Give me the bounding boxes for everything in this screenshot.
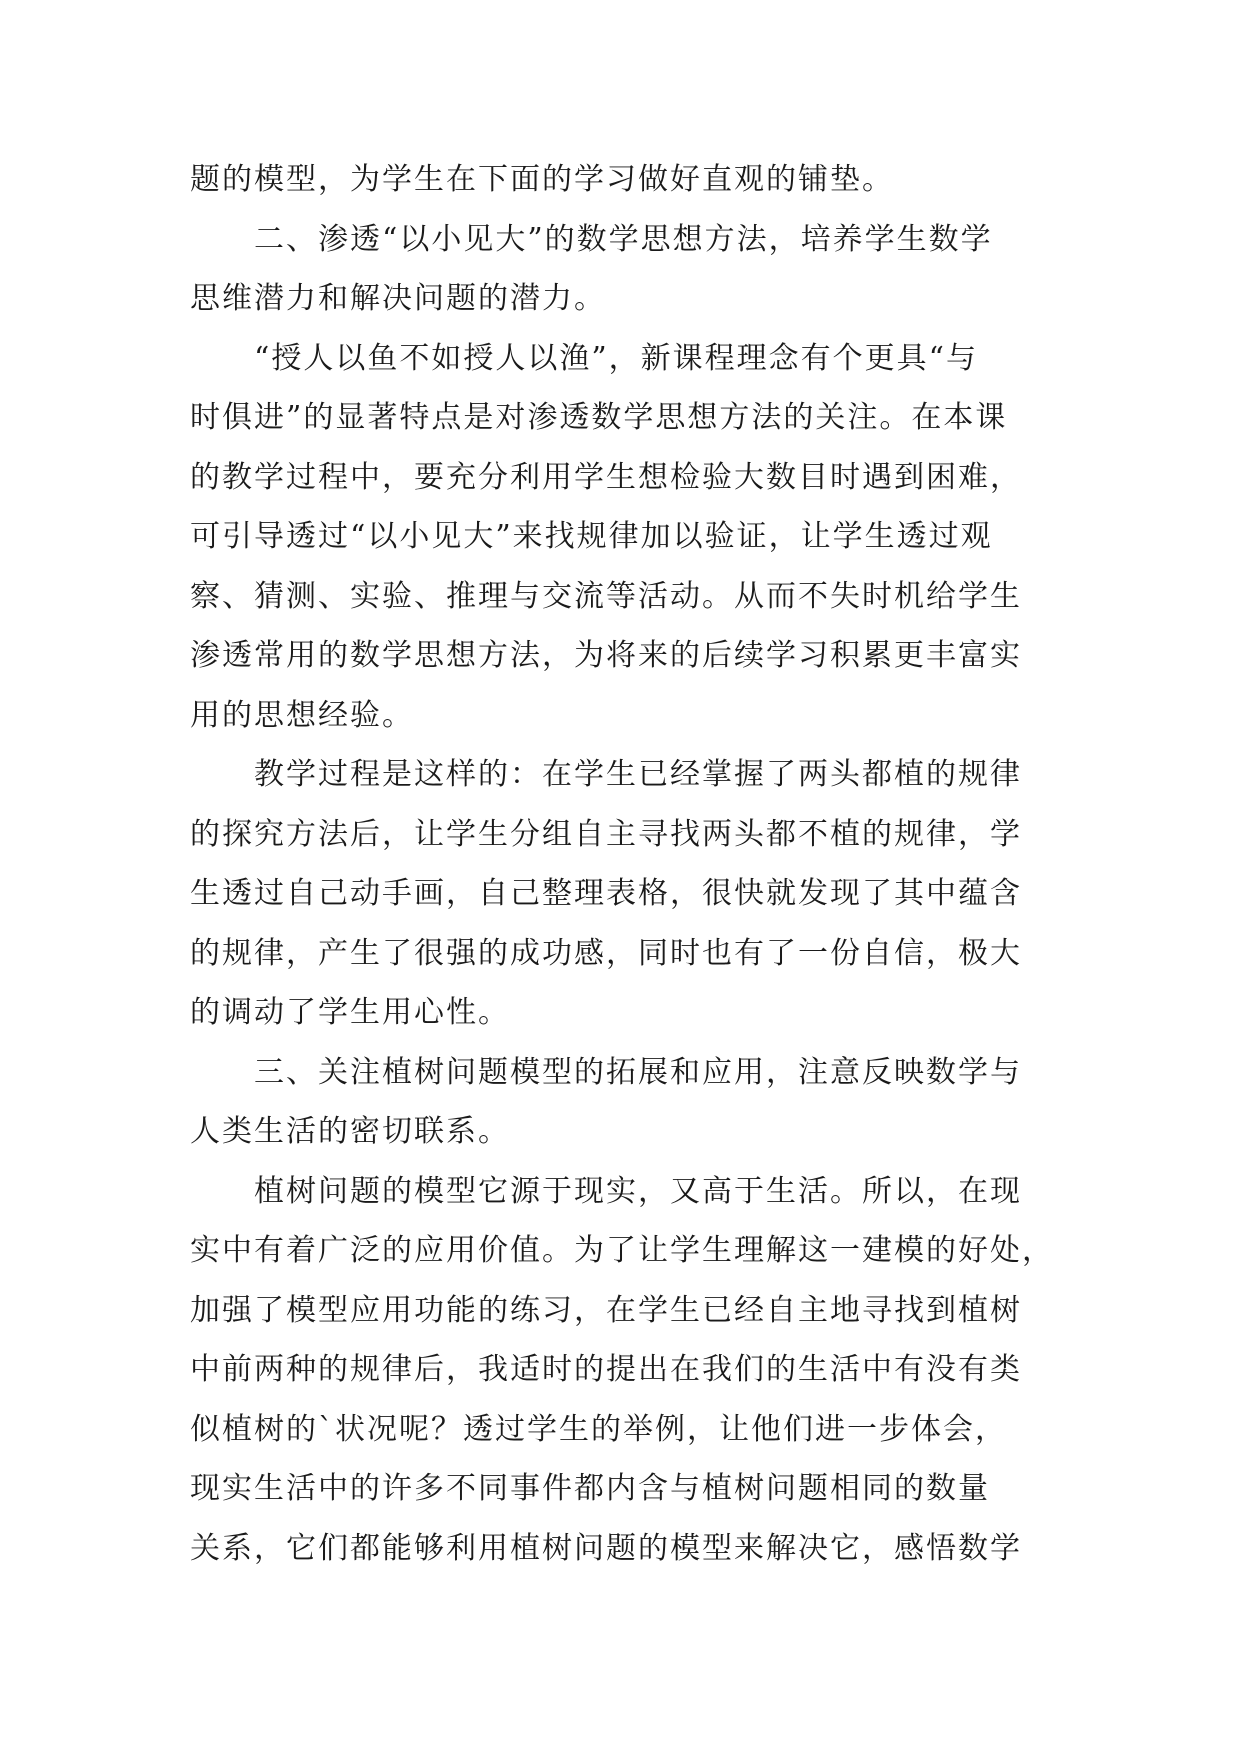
text-line: 题的模型，为学生在下面的学习做好直观的铺垫。 — [190, 162, 894, 197]
paragraph-line: 渗透常用的数学思想方法，为将来的后续学习积累更丰富实 — [190, 638, 1022, 673]
paragraph-line: 植树问题的模型它源于现实，又高于生活。所以，在现 — [254, 1173, 1022, 1209]
paragraph-line: 可引导透过“以小见大”来找规律加以验证，让学生透过观 — [190, 519, 993, 554]
paragraph-line: 的调动了学生用心性。 — [190, 995, 510, 1030]
paragraph-line: 关系，它们都能够利用植树问题的模型来解决它，感悟数学 — [190, 1530, 1022, 1566]
paragraph-line: 现实生活中的许多不同事件都内含与植树问题相同的数量 — [190, 1471, 990, 1506]
section-heading-line: 人类生活的密切联系。 — [190, 1114, 510, 1149]
paragraph-line: 生透过自己动手画，自己整理表格，很快就发现了其中蕴含 — [190, 876, 1022, 911]
paragraph-line: 的探究方法后，让学生分组自主寻找两头都不植的规律，学 — [190, 816, 1022, 852]
section-heading-line: 思维潜力和解决问题的潜力。 — [190, 281, 606, 316]
paragraph-line: 用的思想经验。 — [190, 697, 414, 733]
paragraph-line: 的规律，产生了很强的成功感，同时也有了一份自信，极大 — [190, 935, 1022, 971]
section-heading-line: 二、渗透“以小见大”的数学思想方法，培养学生数学 — [254, 221, 993, 257]
paragraph-line: 实中有着广泛的应用价值。为了让学生理解这一建模的好处， — [190, 1233, 1054, 1268]
section-heading-line: 三、关注植树问题模型的拓展和应用，注意反映数学与 — [254, 1054, 1022, 1090]
paragraph-line: 加强了模型应用功能的练习，在学生已经自主地寻找到植树 — [190, 1292, 1022, 1328]
paragraph-line: 时俱进”的显著特点是对渗透数学思想方法的关注。在本课 — [190, 400, 1008, 435]
body-text — [190, 150, 1054, 1578]
paragraph-line: 的教学过程中，要充分利用学生想检验大数目时遇到困难， — [190, 459, 1022, 495]
paragraph-line: 似植树的`状况呢？透过学生的举例，让他们进一步体会， — [190, 1411, 1007, 1447]
paragraph-line: “授人以鱼不如授人以渔”，新课程理念有个更具“与 — [254, 340, 979, 376]
paragraph-line: 察、猜测、实验、推理与交流等活动。从而不失时机给学生 — [190, 578, 1022, 614]
paragraph-line: 中前两种的规律后，我适时的提出在我们的生活中有没有类 — [190, 1352, 1022, 1387]
paragraph-line: 教学过程是这样的：在学生已经掌握了两头都植的规律 — [254, 757, 1022, 792]
